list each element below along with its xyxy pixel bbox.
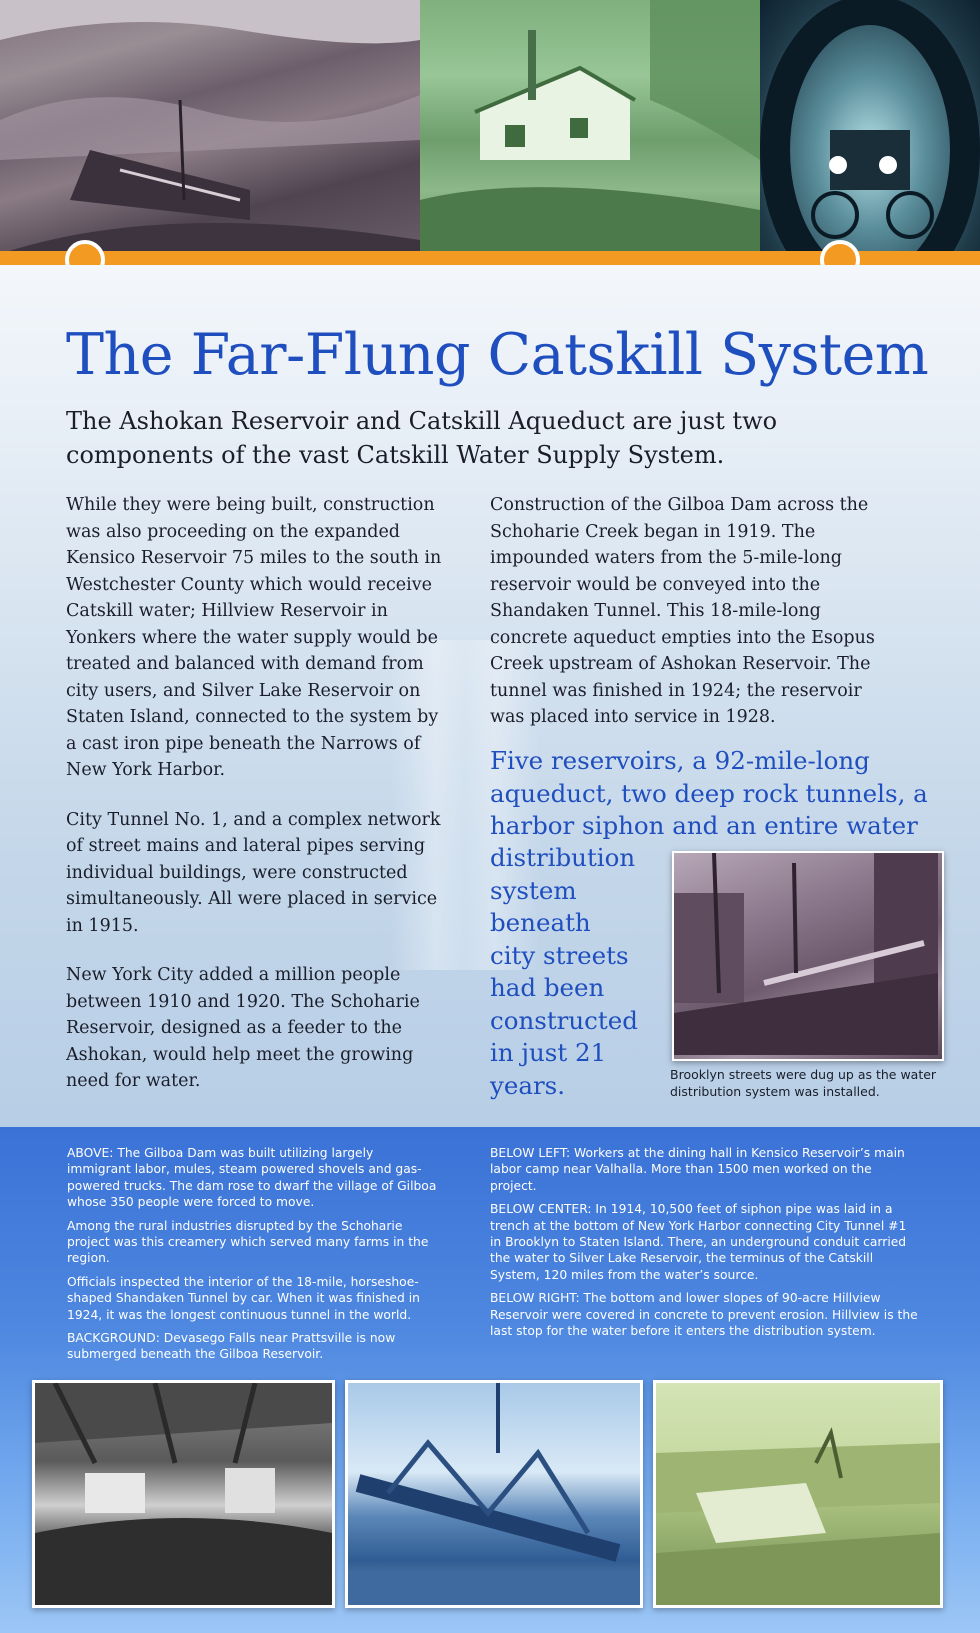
creamery-photo xyxy=(420,0,760,254)
page-title: The Far-Flung Catskill System xyxy=(66,322,929,388)
caption-below-center: BELOW CENTER: In 1914, 10,500 feet of siphon pipe was laid in a trench at the bottom of New York Harbor connecting City Tunnel #1 in Brooklyn to Staten Island. There, an underground conduit carried the water to Silver Lake Reservoir, the terminus of the Catskill System, 120 miles from the water’s source. xyxy=(490,1202,907,1282)
photo-captions-left xyxy=(67,1145,437,1370)
brooklyn-photo-caption: Brooklyn streets were dug up as the water distribution system was installed. xyxy=(670,1067,937,1099)
gilboa-dam-illustration xyxy=(0,0,420,254)
paragraph-gilboa-dam: Construction of the Gilboa Dam across the Schoharie Creek began in 1919. The impounded waters from the 5-mile-long reservoir would be conveyed into the Shandaken Tunnel. This 18-mile-long concrete aqueduct empties into the Esopus Creek upstream of Ashokan Reservoir. The tunnel was finished in 1924; the reservoir was placed into service in 1928. xyxy=(490,495,875,727)
creamery-illustration xyxy=(420,0,760,254)
caption-creamery: Among the rural industries disrupted by the Schoharie project was this creamery which served many farms in the region. xyxy=(67,1218,429,1266)
paragraph-population: New York City added a million people between 1910 and 1920. The Schoharie Reservoir, designed as a feeder to the Ashokan, would help meet the growing need for water. xyxy=(66,965,420,1091)
caption-tunnel: Officials inspected the interior of the 18-mile, horseshoe-shaped Shandaken Tunnel by car. When it was finished in 1924, it was the longest continuous tunnel in the world. xyxy=(67,1274,420,1322)
caption-below-left: BELOW LEFT: Workers at the dining hall in Kensico Reservoir’s main labor camp near Valhalla. More than 1500 men worked on the project. xyxy=(490,1146,905,1193)
caption-above: ABOVE: The Gilboa Dam was built utilizing largely immigrant labor, mules, steam powered shovels and gas-powered trucks. The dam rose to dwarf the village of Gilboa whose 350 people were forced to move. xyxy=(67,1146,437,1210)
paragraph-construction: While they were being built, construction was also proceeding on the expanded Kensico Reservoir 75 miles to the south in Westchester County which would receive Catskill water; Hillview Reservoir in Yonkers where the water supply would be treated and balanced with demand from city users, and Silver Lake Reservoir on Staten Island, connected to the system by a cast iron pipe beneath the Narrows of New York Harbor. xyxy=(66,495,442,780)
harbor-siphon-photo xyxy=(345,1380,643,1608)
gilboa-dam-construction-photo xyxy=(0,0,420,254)
kensico-dining-hall-photo xyxy=(32,1380,335,1608)
shandaken-tunnel-photo xyxy=(760,0,980,254)
brooklyn-streets-photo xyxy=(672,851,944,1061)
hillview-illustration xyxy=(656,1383,940,1605)
dining-hall-illustration xyxy=(35,1383,332,1605)
tunnel-car-illustration xyxy=(760,0,980,254)
caption-background: BACKGROUND: Devasego Falls near Prattsville is now submerged beneath the Gilboa Reservoir. xyxy=(67,1331,396,1362)
brooklyn-street-illustration xyxy=(674,853,938,1055)
highlight-statement-bottom: distribution system beneath city streets had been constructed in just 21 years. xyxy=(490,843,638,1100)
paragraph-city-tunnel: City Tunnel No. 1, and a complex network of street mains and lateral pipes serving individual buildings, were constructed simultaneously. All were placed in service in 1915. xyxy=(66,809,441,936)
caption-below-right: BELOW RIGHT: The bottom and lower slopes of 90-acre Hillview Reservoir were covered in concrete to prevent erosion. Hillview is the last stop for the water before it enters the distribution system. xyxy=(490,1291,918,1339)
hillview-reservoir-photo xyxy=(653,1380,943,1608)
highlight-statement-top: Five reservoirs, a 92-mile-long aqueduct, two deep rock tunnels, a harbor siphon and an entire water xyxy=(490,746,928,840)
photo-captions-right xyxy=(490,1145,920,1346)
left-text-column xyxy=(66,492,446,1118)
page-subtitle: The Ashokan Reservoir and Catskill Aqueduct are just two components of the vast Catskill Water Supply System. xyxy=(66,407,778,469)
siphon-pipe-illustration xyxy=(348,1383,640,1605)
right-text-column xyxy=(490,492,890,754)
